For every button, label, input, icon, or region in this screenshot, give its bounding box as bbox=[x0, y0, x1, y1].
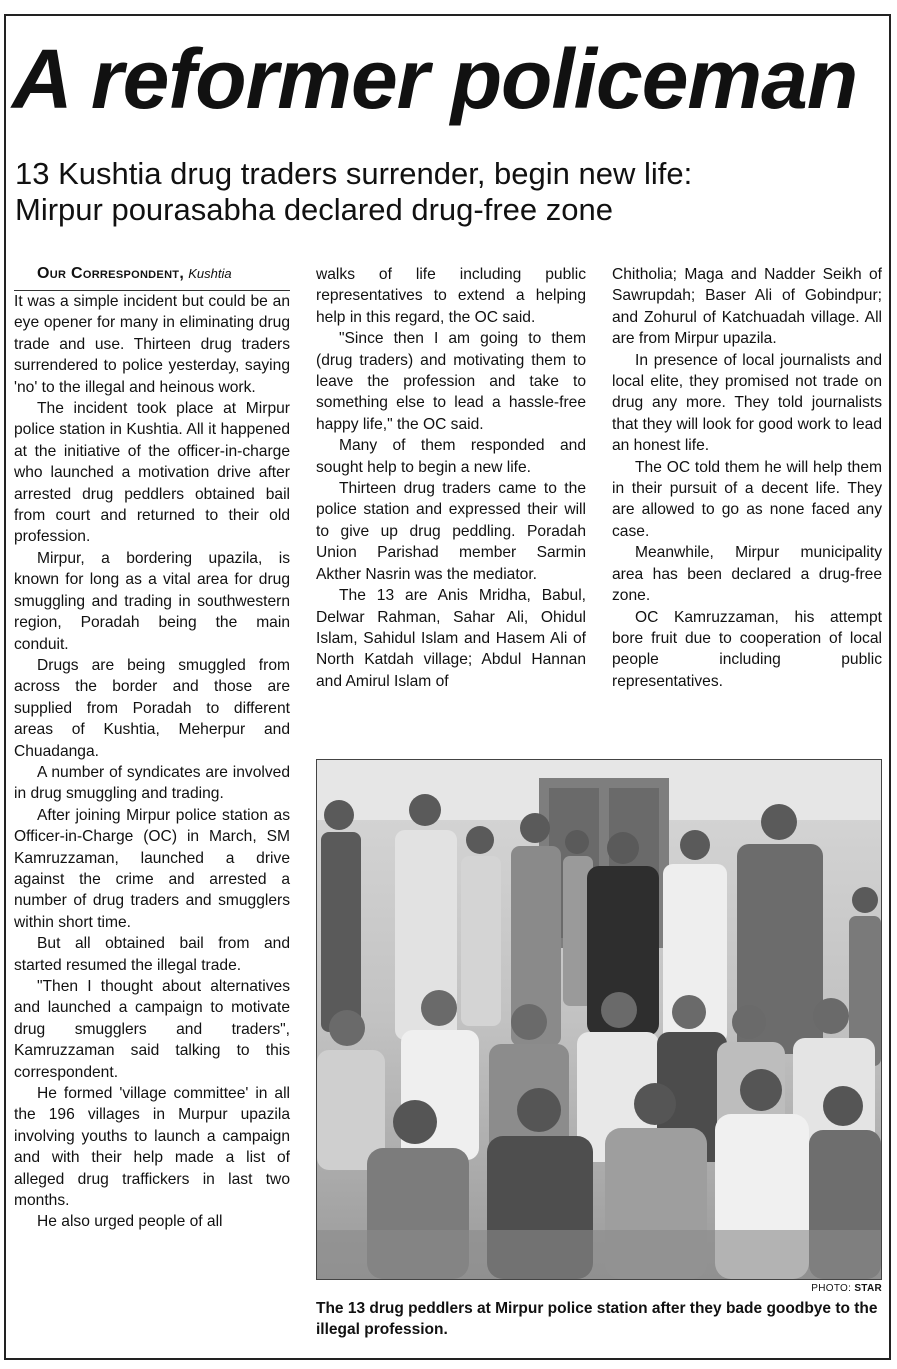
paragraph: Many of them responded and sought help to begin a new life. bbox=[316, 437, 586, 476]
headline: A reformer policeman bbox=[12, 32, 858, 126]
paragraph: He also urged people of all bbox=[37, 1213, 223, 1231]
byline-location: Kushtia bbox=[188, 266, 232, 281]
photo-floor bbox=[317, 1230, 881, 1279]
paragraph: Thirteen drug traders came to the police station and expressed their will to give up drug peddling. Poradah Union Parishad member Sarmin Akther Nasrin was the mediator. bbox=[316, 480, 586, 583]
paragraph: A number of syndicates are involved in drug smuggling and trading. bbox=[14, 763, 290, 803]
paragraph: The incident took place at Mirpur police station in Kushtia. All it happened at the initiative of the officer-in-charge who launched a motivation drive after arrested drug peddlers obtained bail from court and returned to their old profession. bbox=[14, 400, 290, 546]
photo-caption: The 13 drug peddlers at Mirpur police station after they bade goodbye to the illegal profession. bbox=[316, 1300, 878, 1338]
photo-credit-label: PHOTO: bbox=[811, 1283, 852, 1294]
text-column-3 bbox=[612, 264, 882, 692]
subheadline-line-2: Mirpur pourasabha declared drug-free zone bbox=[15, 192, 613, 227]
paragraph: The OC told them he will help them in their pursuit of a decent life. They are allowed to go as none faced any case. bbox=[612, 458, 882, 540]
paragraph: Meanwhile, Mirpur municipality area has been declared a drug-free zone. bbox=[612, 544, 882, 605]
byline-author: Our Correspondent, bbox=[37, 265, 185, 282]
paragraph: But all obtained bail from and started resumed the illegal trade. bbox=[14, 935, 290, 974]
paragraph: Chitholia; Maga and Nadder Seikh of Sawrupdah; Baser Ali of Gobindpur; and Zohurul of Katchuadah village. All are from Mirpur upazila. bbox=[612, 266, 882, 348]
paragraph: Drugs are being smuggled from across the border and those are supplied from Poradah to different areas of Kushtia, Meherpur and Chuadanga. bbox=[14, 656, 290, 760]
paragraph: OC Kamruzzaman, his attempt bore fruit due to cooperation of local people including public representatives. bbox=[612, 608, 882, 690]
subheadline-line-1: 13 Kushtia drug traders surrender, begin new life: bbox=[15, 156, 693, 191]
text-column-1 bbox=[14, 264, 290, 1233]
photo-credit-source: STAR bbox=[854, 1283, 882, 1294]
text-column-2 bbox=[316, 264, 586, 692]
group-photo-illustration bbox=[317, 760, 881, 1279]
paragraph: Mirpur, a bordering upazila, is known for long as a vital area for drug smuggling and trading in southwestern region, Poradah being the main conduit. bbox=[14, 549, 290, 653]
paragraph: It was a simple incident but could be an eye opener for many in eliminating drug trade and use. Thirteen drug traders surrendered to police yesterday, saying 'no' to the illegal and heinous work. bbox=[14, 293, 290, 396]
paragraph: "Since then I am going to them (drug traders) and motivating them to leave the profession and take to something else to lead a hassle-free happy life," the OC said. bbox=[316, 330, 586, 433]
paragraph: "Then I thought about alternatives and launched a campaign to motivate drug smugglers and traders", Kamruzzaman said talking to this correspondent. bbox=[14, 978, 290, 1081]
paragraph: In presence of local journalists and local elite, they promised not trade on drug any more. They told journalists that they will look for good work to lead an honest life. bbox=[612, 351, 882, 455]
paragraph: After joining Mirpur police station as Officer-in-Charge (OC) in March, SM Kamruzzaman, launched a drive against the crime and arrested a number of drug traders and smugglers within short time. bbox=[14, 806, 290, 931]
subheadline bbox=[15, 156, 881, 228]
news-photo bbox=[316, 759, 882, 1280]
photo-credit bbox=[811, 1283, 882, 1294]
paragraph: The 13 are Anis Mridha, Babul, Delwar Rahman, Sahar Ali, Ohidul Islam, Sahidul Islam and Hasem Ali of North Katdah village; Abdul Hannan and Amirul Islam of bbox=[316, 587, 586, 690]
byline bbox=[14, 264, 290, 291]
paragraph: He formed 'village committee' in all the 196 villages in Murpur upazila involving youths to launch a campaign and with their help made a list of alleged drug traffickers in last two months. bbox=[14, 1085, 290, 1210]
paragraph: walks of life including public representatives to extend a helping help in this regard, the OC said. bbox=[316, 266, 586, 326]
